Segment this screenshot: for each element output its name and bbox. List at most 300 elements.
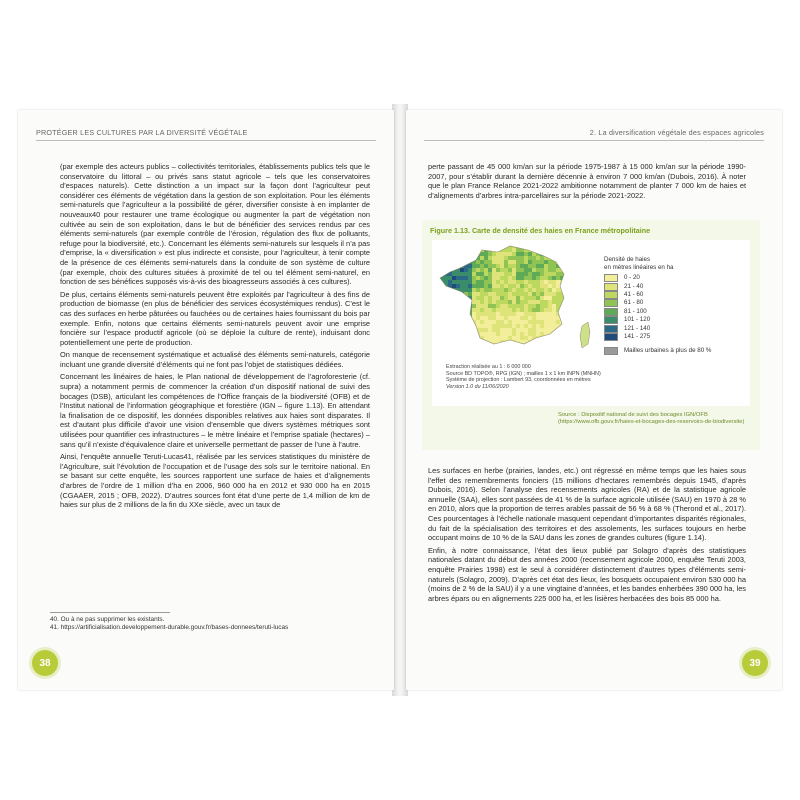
- legend-label: 41 - 60: [624, 290, 644, 298]
- map-cell: [556, 332, 560, 336]
- map-cell: [520, 304, 524, 308]
- map-cell: [564, 268, 568, 272]
- map-cell: [556, 272, 560, 276]
- map-cell: [468, 276, 472, 280]
- map-cell: [512, 252, 516, 256]
- map-cell: [528, 308, 532, 312]
- map-cell: [532, 308, 536, 312]
- map-cell: [448, 264, 452, 268]
- map-cell: [564, 312, 568, 316]
- map-cell: [560, 308, 564, 312]
- map-cell: [552, 308, 556, 312]
- map-cell: [516, 268, 520, 272]
- map-cell: [488, 348, 492, 352]
- map-cell: [480, 324, 484, 328]
- map-cell: [528, 328, 532, 332]
- map-cell: [484, 296, 488, 300]
- map-cell: [484, 260, 488, 264]
- map-cell: [512, 248, 516, 252]
- map-cell: [468, 256, 472, 260]
- map-cell: [512, 336, 516, 340]
- map-cell: [556, 340, 560, 344]
- map-cell: [496, 288, 500, 292]
- map-cell: [444, 304, 448, 308]
- map-cell: [436, 296, 440, 300]
- map-cell: [496, 308, 500, 312]
- map-cell: [552, 296, 556, 300]
- map-cell: [552, 344, 556, 348]
- map-cell: [476, 244, 480, 248]
- map-cell: [436, 252, 440, 256]
- map-cell: [508, 288, 512, 292]
- map-cell: [548, 268, 552, 272]
- map-cell: [488, 244, 492, 248]
- map-cell: [480, 276, 484, 280]
- map-cell: [564, 288, 568, 292]
- map-cell: [500, 348, 504, 352]
- map-cell: [448, 256, 452, 260]
- map-cell: [544, 348, 548, 352]
- map-cell: [520, 280, 524, 284]
- map-cell: [544, 292, 548, 296]
- legend-rows: [604, 274, 744, 341]
- map-cell: [480, 312, 484, 316]
- map-cell: [544, 316, 548, 320]
- map-cell: [528, 260, 532, 264]
- map-cell: [472, 336, 476, 340]
- map-cell: [448, 328, 452, 332]
- map-cell: [444, 324, 448, 328]
- map-cell: [528, 336, 532, 340]
- map-cell: [500, 336, 504, 340]
- map-cell: [536, 328, 540, 332]
- map-cell: [536, 260, 540, 264]
- map-cell: [492, 324, 496, 328]
- map-cell: [496, 324, 500, 328]
- map-cell: [440, 332, 444, 336]
- map-cell: [440, 348, 444, 352]
- map-cell: [452, 348, 456, 352]
- map-cell: [456, 276, 460, 280]
- map-cell: [540, 312, 544, 316]
- map-cell: [492, 276, 496, 280]
- map-cell: [464, 248, 468, 252]
- map-cell: [520, 284, 524, 288]
- map-cell: [444, 288, 448, 292]
- map-cell: [452, 244, 456, 248]
- map-cell: [448, 332, 452, 336]
- map-cell: [500, 304, 504, 308]
- map-cell: [488, 272, 492, 276]
- map-cell: [500, 308, 504, 312]
- map-cell: [516, 304, 520, 308]
- map-cell: [436, 268, 440, 272]
- running-head-right: 2. La diversification végétale des espaces agricoles: [589, 128, 764, 137]
- map-cell: [484, 256, 488, 260]
- map-legend: [604, 256, 744, 355]
- map-cell: [520, 328, 524, 332]
- map-cell: [440, 244, 444, 248]
- map-cell: [444, 296, 448, 300]
- map-cell: [460, 284, 464, 288]
- map-cell: [488, 284, 492, 288]
- map-cell: [548, 252, 552, 256]
- map-cell: [488, 324, 492, 328]
- map-cell: [448, 248, 452, 252]
- map-cell: [500, 324, 504, 328]
- map-cell: [564, 304, 568, 308]
- map-cell: [456, 264, 460, 268]
- map-cell: [512, 280, 516, 284]
- map-cell: [484, 316, 488, 320]
- map-cell: [448, 320, 452, 324]
- map-cell: [492, 268, 496, 272]
- map-cell: [564, 308, 568, 312]
- map-cell: [564, 276, 568, 280]
- map-cell: [444, 312, 448, 316]
- map-cell: [480, 272, 484, 276]
- map-cell: [440, 288, 444, 292]
- map-cell: [540, 260, 544, 264]
- map-cell: [536, 256, 540, 260]
- map-cell: [440, 248, 444, 252]
- map-cell: [440, 336, 444, 340]
- map-cell: [496, 304, 500, 308]
- map-cell: [548, 284, 552, 288]
- map-cell: [548, 312, 552, 316]
- map-cell: [460, 344, 464, 348]
- map-cell: [540, 308, 544, 312]
- map-cell: [524, 284, 528, 288]
- map-cell: [556, 348, 560, 352]
- map-cell: [528, 296, 532, 300]
- map-cell: [492, 296, 496, 300]
- map-cell: [436, 256, 440, 260]
- map-cell: [508, 344, 512, 348]
- map-cell: [464, 336, 468, 340]
- map-cell: [544, 276, 548, 280]
- map-cell: [456, 316, 460, 320]
- map-cell: [448, 324, 452, 328]
- map-cell: [516, 308, 520, 312]
- map-cell: [480, 320, 484, 324]
- map-cell: [492, 280, 496, 284]
- map-cell: [552, 328, 556, 332]
- map-cell: [520, 268, 524, 272]
- map-cell: [496, 284, 500, 288]
- map-cell: [520, 252, 524, 256]
- map-cell: [492, 288, 496, 292]
- map-cell: [564, 284, 568, 288]
- map-cell: [500, 268, 504, 272]
- map-cell: [484, 308, 488, 312]
- map-cell: [456, 348, 460, 352]
- map-cell: [504, 276, 508, 280]
- map-cell: [540, 280, 544, 284]
- map-cell: [520, 300, 524, 304]
- legend-item: [604, 324, 744, 332]
- map-cell: [512, 304, 516, 308]
- map-cell: [540, 344, 544, 348]
- map-cell: [448, 296, 452, 300]
- map-cell: [472, 244, 476, 248]
- map-cell: [456, 272, 460, 276]
- map-cell: [488, 336, 492, 340]
- map-cell: [472, 264, 476, 268]
- map-cell: [480, 292, 484, 296]
- map-cell: [552, 324, 556, 328]
- map-cell: [552, 264, 556, 268]
- map-cell: [528, 272, 532, 276]
- map-cell: [564, 292, 568, 296]
- map-cell: [504, 288, 508, 292]
- map-cell: [548, 276, 552, 280]
- map-cell: [464, 320, 468, 324]
- map-cell: [556, 304, 560, 308]
- map-cell: [460, 320, 464, 324]
- map-cell: [472, 252, 476, 256]
- map-cell: [484, 244, 488, 248]
- map-cell: [508, 320, 512, 324]
- map-cell: [540, 320, 544, 324]
- map-cell: [548, 308, 552, 312]
- map-cell: [484, 324, 488, 328]
- map-cell: [476, 292, 480, 296]
- map-cell: [504, 312, 508, 316]
- map-cell: [448, 252, 452, 256]
- map-cell: [440, 296, 444, 300]
- map-cell: [524, 320, 528, 324]
- map-cell: [532, 328, 536, 332]
- map-cell: [464, 344, 468, 348]
- map-cell: [488, 276, 492, 280]
- map-cell: [504, 324, 508, 328]
- map-cell: [480, 316, 484, 320]
- map-cell: [436, 336, 440, 340]
- map-cell: [444, 256, 448, 260]
- map-cell: [564, 320, 568, 324]
- map-cell: [496, 264, 500, 268]
- map-cell: [508, 332, 512, 336]
- map-cell: [552, 248, 556, 252]
- map-cell: [508, 280, 512, 284]
- map-cell: [496, 244, 500, 248]
- map-cell: [548, 320, 552, 324]
- map-cell: [508, 256, 512, 260]
- map-cell: [504, 308, 508, 312]
- map-cell: [496, 312, 500, 316]
- map-cell: [448, 244, 452, 248]
- map-cell: [440, 252, 444, 256]
- map-cell: [496, 344, 500, 348]
- map-cell: [540, 332, 544, 336]
- map-cell: [444, 292, 448, 296]
- map-cell: [504, 292, 508, 296]
- map-cell: [436, 288, 440, 292]
- map-cell: [500, 244, 504, 248]
- map-cell: [460, 308, 464, 312]
- map-cell: [548, 324, 552, 328]
- map-cell: [512, 284, 516, 288]
- legend-item: [604, 282, 744, 290]
- map-cell: [520, 320, 524, 324]
- map-cell: [492, 244, 496, 248]
- map-cell: [544, 252, 548, 256]
- map-cell: [536, 284, 540, 288]
- map-cell: [520, 296, 524, 300]
- map-cell: [528, 244, 532, 248]
- map-cell: [532, 296, 536, 300]
- map-cell: [520, 272, 524, 276]
- map-cell: [536, 348, 540, 352]
- map-cell: [456, 260, 460, 264]
- map-cell: [440, 272, 444, 276]
- map-cell: [452, 260, 456, 264]
- map-cell: [456, 300, 460, 304]
- map-cell: [524, 304, 528, 308]
- map-cell: [528, 320, 532, 324]
- map-cell: [476, 284, 480, 288]
- map-cell: [556, 300, 560, 304]
- map-cell: [488, 328, 492, 332]
- map-cell: [468, 244, 472, 248]
- map-cell: [472, 332, 476, 336]
- map-cell: [480, 256, 484, 260]
- map-cell: [468, 328, 472, 332]
- map-cell: [472, 272, 476, 276]
- map-cell: [456, 332, 460, 336]
- map-cell: [564, 280, 568, 284]
- map-cell: [564, 324, 568, 328]
- map-cell: [460, 296, 464, 300]
- map-note: Source BD TOPO®, RPG (IGN) ; mailles 1 x 1 km INPN (MNHN): [446, 370, 601, 377]
- map-cell: [544, 324, 548, 328]
- map-cell: [436, 332, 440, 336]
- map-cell: [492, 300, 496, 304]
- map-cell: [552, 272, 556, 276]
- map-cell: [552, 256, 556, 260]
- map-cell: [436, 244, 440, 248]
- map-cell: [452, 248, 456, 252]
- map-cell: [484, 284, 488, 288]
- map-cell: [444, 268, 448, 272]
- map-cell: [540, 328, 544, 332]
- map-cell: [472, 344, 476, 348]
- map-cell: [528, 324, 532, 328]
- map-cell: [464, 260, 468, 264]
- map-cell: [476, 308, 480, 312]
- map-cell: [560, 324, 564, 328]
- map-cell: [456, 256, 460, 260]
- right-body-text-bottom: [428, 466, 746, 606]
- map-cell: [492, 256, 496, 260]
- map-cell: [468, 332, 472, 336]
- map-cell: [536, 296, 540, 300]
- map-cell: [488, 288, 492, 292]
- map-cell: [552, 276, 556, 280]
- map-cell: [444, 244, 448, 248]
- map-cell: [512, 292, 516, 296]
- map-cell: [496, 332, 500, 336]
- map-cell: [520, 276, 524, 280]
- map-cell: [444, 340, 448, 344]
- map-cell: [444, 316, 448, 320]
- map-cell: [508, 248, 512, 252]
- map-cell: [540, 244, 544, 248]
- map-cell: [444, 344, 448, 348]
- map-cell: [448, 300, 452, 304]
- map-cell: [520, 332, 524, 336]
- map-cell: [476, 304, 480, 308]
- map-cell: [476, 300, 480, 304]
- map-cell: [544, 344, 548, 348]
- map-cell: [484, 300, 488, 304]
- map-cell: [436, 324, 440, 328]
- map-cell: [564, 340, 568, 344]
- map-cell: [436, 348, 440, 352]
- map-cell: [556, 284, 560, 288]
- map-cell: [548, 300, 552, 304]
- map-cell: [532, 280, 536, 284]
- map-cell: [508, 308, 512, 312]
- map-cell: [464, 324, 468, 328]
- map-cell: [440, 300, 444, 304]
- map-cell: [480, 304, 484, 308]
- map-cell: [536, 244, 540, 248]
- map-cell: [436, 300, 440, 304]
- map-cell: [448, 312, 452, 316]
- map-cell: [436, 344, 440, 348]
- map-cell: [524, 264, 528, 268]
- footnote-rule: [50, 612, 170, 613]
- map-cell: [492, 308, 496, 312]
- map-cell: [456, 308, 460, 312]
- map-cell: [436, 304, 440, 308]
- map-cell: [536, 304, 540, 308]
- map-cell: [468, 324, 472, 328]
- map-cell: [512, 344, 516, 348]
- map-cell: [452, 284, 456, 288]
- map-cell: [472, 300, 476, 304]
- map-cell: [512, 312, 516, 316]
- map-cell: [456, 324, 460, 328]
- paragraph: (par exemple des acteurs publics – collectivités territoriales, établissements publics tels que le conservatoire du littoral – ou privés sans statut agricole – tels que les conservatoires d’espaces naturels). Cette distinction a un impact sur la façon dont l’agriculteur peut considérer ces éléments de végétation dans la gestion de son exploitation. Pour les éléments semi-naturels que l’agriculteur a la possibilité de gérer, diversifier consiste à en implanter de nouveaux40 pour restaurer une trame écologique ou augmenter la part de végétation non cultivée au sein de son exploitation, dans le but de bénéficier des services rendus par ces éléments semi-naturels (par exemple contrôle de l’érosion, régulation des flux de polluants, refuge pour la biodiversité, etc.). Concernant les éléments semi-naturels sur lesquels il n’a pas d’emprise, la « diversification » est plus indirecte et consiste, pour l’agriculteur, à tenir compte de la présence de ces éléments semi-naturels dans la conduite de son système de culture (par exemple, choix des cultures situées à proximité de tel ou tel élément semi-naturel, en fonction de ses bénéfices supposés vis-à-vis des bioagresseurs associés à ces cultures).: [60, 162, 370, 287]
- legend-item: [604, 333, 744, 341]
- map-cell: [452, 300, 456, 304]
- map-cell: [436, 312, 440, 316]
- map-cell: [536, 268, 540, 272]
- map-cell: [512, 268, 516, 272]
- urban-swatch: [604, 347, 618, 355]
- map-cell: [512, 260, 516, 264]
- map-cell: [548, 296, 552, 300]
- map-cell: [544, 268, 548, 272]
- map-cell: [504, 304, 508, 308]
- map-cell: [444, 328, 448, 332]
- map-cell: [536, 308, 540, 312]
- map-cell: [460, 260, 464, 264]
- map-cell: [504, 264, 508, 268]
- map-cell: [540, 276, 544, 280]
- map-cell: [532, 276, 536, 280]
- map-cell: [448, 292, 452, 296]
- map-cell: [512, 308, 516, 312]
- map-cell: [536, 272, 540, 276]
- map-cell: [448, 348, 452, 352]
- map-cell: [488, 300, 492, 304]
- map-cell: [528, 280, 532, 284]
- map-cell: [552, 348, 556, 352]
